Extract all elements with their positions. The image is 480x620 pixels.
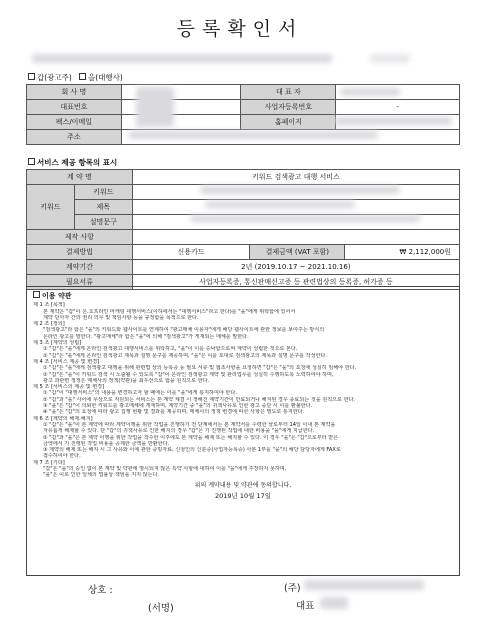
checkbox-icon bbox=[79, 73, 86, 80]
label-address: 주소 bbox=[27, 130, 122, 145]
terms-text-line: ② "갑"과 "을"은 본 계약 이행을 위한 작업을 착수한 이후에도 본 계약을 해제 또는 해지할 수 있다. 이 경우 "을"은 "갑"으로부터 받은 bbox=[43, 434, 339, 441]
rep-label: 대표 bbox=[296, 601, 315, 612]
label-main-phone: 대표번호 bbox=[27, 100, 122, 115]
redacted-ad-title bbox=[205, 201, 355, 208]
terms-text-line: "갑"은 "을"의 승인 없이 본 계약 및 약관에 명시되지 않은 특약 사항에 대하여 이를 "을"에게 주장하지 못하며, bbox=[43, 466, 287, 473]
period-value: 2년 (2019.10.17 ~ 2021.10.16) bbox=[132, 260, 459, 275]
terms-text-line: 광고 과관련 정정은 매체사의 정책(약관)을 최우선으로 함을 원칙으로 한다. bbox=[43, 377, 210, 384]
checkbox-icon bbox=[28, 158, 35, 165]
terms-box bbox=[26, 286, 460, 576]
redacted-homepage bbox=[334, 117, 452, 125]
period-label: 계약기간 bbox=[27, 260, 133, 275]
terms-text-line: ③ 계약의 해제 또는 해지 시 그 사유와 이에 관한 증빙자료, 신청인의 신분증(사업자등록증) 사본 1부를 "을"의 해당 담당자에게 FAX로 bbox=[43, 447, 341, 454]
checkbox-icon bbox=[33, 291, 40, 298]
terms-lines bbox=[33, 302, 453, 478]
keyword-group-label: 키워드 bbox=[27, 185, 75, 230]
payment-label: 결제방법 bbox=[27, 245, 133, 260]
terms-text-line: ① "갑"은 "을"에게 온라인 검색광고 대행서비스를 위탁하고, "을"이 이를 승낙함으로써 계약이 성립한 것으로 본다. bbox=[43, 346, 298, 353]
terms-text-line: ① "갑"은 "을"이 본 계약에 따라 계약이행을 위한 작업을 진행하기 전 단계에서는 본 계약서를 수령한 날로부터 14일 이내 본 계약을 bbox=[43, 421, 336, 428]
contract-name-value: 키워드 검색광고 대행 서비스 bbox=[132, 170, 459, 185]
production-label: 제작 사항 bbox=[27, 230, 133, 245]
seal-label: (서명) bbox=[148, 603, 174, 614]
terms-article-heading: 제 4 조 [서비스 제공 및 변경] bbox=[33, 358, 100, 365]
terms-text-line: ② "갑"은 "을"이 키워드 검색 시 노출될 수 있도록 "갑"이 온라인 검색광고 계약 및 관리업무를 성실히 수행하도록 노력하여야 하며, bbox=[43, 371, 334, 378]
terms-text-line: 자유롭게 해제할 수 있다. 단 "갑"의 귀책사유로 인한 해지의 경우 "갑"은 기 진행된 작업에 대한 비용을 "을"에게 지급한다. bbox=[43, 428, 315, 435]
terms-text-line: 접수하여야 한다. bbox=[43, 453, 81, 460]
service-section-text: 서비스 제공 항목의 표시 bbox=[37, 158, 118, 167]
payment-value: 신용카드 bbox=[132, 245, 250, 260]
agree-line: 위의 계약내용 및 약관에 동의합니다. bbox=[194, 481, 292, 489]
terms-text-line: "검색광고"라 함은 "을"의 키워드와 웹사이트를 연계하여 "광고매체 이용자"에게 해당 웹사이트에 관한 정보를 보여주는 방식의 bbox=[43, 327, 325, 334]
label-fax-email: 팩스/이메일 bbox=[27, 115, 122, 130]
redacted-keyword bbox=[200, 186, 400, 194]
terms-text-line: 본 계약은 "갑"이 온.오프라인 마케팅 대행서비스(이하에서는 "대행서비스"라고 한다)를 "을"에게 위탁함에 있어서 bbox=[43, 308, 296, 315]
terms-article-heading: 제 1 조 [목적] bbox=[33, 302, 65, 309]
docs-value: 사업자등록증, 통신판매신고증 등 관련법상의 등록증, 허가증 등 bbox=[132, 275, 459, 290]
keyword-label: 키워드 bbox=[74, 185, 132, 200]
production-value bbox=[132, 230, 459, 245]
document-title: 등록확인서 bbox=[176, 18, 304, 40]
redacted-ceo bbox=[340, 88, 400, 96]
terms-title: 이용 약관 bbox=[33, 291, 453, 299]
party-label-row bbox=[28, 72, 123, 83]
label-company: 회 사 명 bbox=[27, 85, 122, 100]
contract-name-label: 계 약 명 bbox=[27, 170, 133, 185]
redacted-header-2 bbox=[370, 54, 410, 63]
company-corp-mark: (주) bbox=[284, 583, 301, 594]
terms-text-line: ③ "을"은 "갑"이 의뢰한 키워드를 광고매체에 게재하며, 계약기간 중 "을"의 귀책사유로 인한 광고 중단 시 이를 환불한다. bbox=[43, 403, 313, 410]
party-b-label: 을(대행사) bbox=[88, 73, 123, 82]
redacted-company-sign bbox=[304, 580, 424, 590]
terms-text-line: ① "갑"이 "대행서비스"의 내용을 변경하고자 할 때에는 이를 "을"에게 통지하여야 한다. bbox=[43, 390, 237, 397]
biz-number-value: - bbox=[336, 100, 460, 115]
terms-text-line: 온라인 광고를 말한다. "광고매체"라 함은 "을"에 의해 "검색광고"가 게재되는 매체를 말한다. bbox=[43, 333, 249, 340]
redacted-company bbox=[136, 87, 174, 127]
label-ceo: 대 표 자 bbox=[241, 85, 336, 100]
redacted-header bbox=[32, 54, 332, 63]
amount-value: ₩ 2,112,000원 bbox=[345, 245, 460, 260]
checkbox-icon bbox=[28, 73, 35, 80]
party-a-label: 갑(광고주) bbox=[37, 73, 72, 82]
terms-text-line: ② "갑"은 "을"에게 온라인 검색광고 제목과 설명 문구를 제공하며, "을"은 이를 토대로 검색광고의 제목과 설명 문구를 작성한다. bbox=[43, 352, 327, 359]
redacted-rep-sign bbox=[320, 597, 348, 609]
terms-article-heading: 제 2 조 [정의] bbox=[33, 321, 65, 328]
terms-text-line: ① "갑"은 "을"에게 검색광고 대행을 위해 관련법 상의 등록증 등 필요 서류 및 협조사항을 요청하면 "갑"은 "을"의 요청에 성실히 임해야 한다. bbox=[43, 365, 357, 372]
company-label: 상호 : bbox=[88, 585, 113, 596]
terms-text-line: 계약 당사자 간의 권리 의무 및 책임사항 등을 규정함을 목적으로 한다. bbox=[43, 314, 199, 321]
terms-article-heading: 제 6 조 [계약의 해제.해지] bbox=[33, 415, 93, 422]
redacted-address bbox=[128, 131, 378, 139]
terms-article-heading: 제 5 조 [서비스의 제공 및 변경] bbox=[33, 384, 105, 391]
contract-date: 2019년 10월 17일 bbox=[214, 491, 272, 500]
terms-text-line: 금액에서 기 진행된 작업 비용을 공제한 금액을 반환한다. bbox=[43, 440, 170, 447]
terms-text-line: ④ "을"은 "갑"의 요청에 따라 광고 집행 현황 및 결과를 제공하며, 매체사의 정책 변경에 따른 사항은 별도로 통지한다. bbox=[43, 409, 305, 416]
terms-article-heading: 제 3 조 [계약의 성립] bbox=[33, 340, 82, 347]
terms-text-line: ② "갑"과 "을" 사이에 무상으로 지원되는 서비스는 본 계약 체결 시 정해진 계약기간이 만료되거나 해지된 경우 종료되는 것을 원칙으로 한다. bbox=[43, 396, 356, 403]
redacted-description bbox=[190, 215, 420, 222]
amount-label: 결제금액 (VAT 포함) bbox=[250, 245, 345, 260]
terms-article-heading: 제 7 조 [기타] bbox=[33, 459, 65, 466]
service-section-label bbox=[28, 157, 117, 168]
terms-text-line: "을"은 이로 인한 일체의 법률상 책임을 지지 않는다. bbox=[43, 472, 160, 479]
ad-title-label: 제목 bbox=[74, 200, 132, 215]
label-biz-number: 사업자등록번호 bbox=[241, 100, 336, 115]
label-homepage: 홈페이지 bbox=[241, 115, 336, 130]
description-label: 설명문구 bbox=[74, 215, 132, 230]
docs-label: 필요서류 bbox=[27, 275, 133, 290]
